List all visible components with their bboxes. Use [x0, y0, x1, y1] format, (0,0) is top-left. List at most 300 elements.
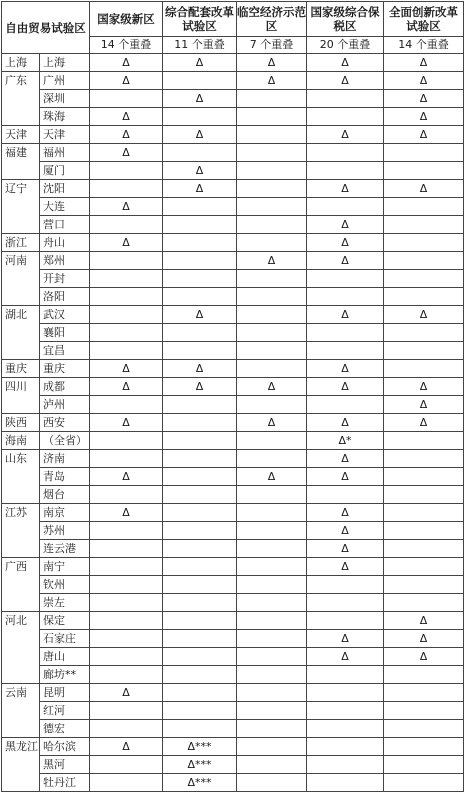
mark-cell-c5: Δ: [384, 108, 464, 126]
city-cell: 牡丹江: [40, 774, 90, 792]
mark-cell-c3: [237, 666, 307, 684]
mark-cell-c2: [163, 504, 237, 522]
city-cell: 连云港: [40, 540, 90, 558]
mark-cell-c1: [90, 90, 163, 108]
table-row: [2, 558, 464, 576]
mark-cell-c1: [90, 270, 163, 288]
header-airport-economy-zone: 临空经济示范区: [237, 2, 307, 37]
province-cell: 广西: [2, 558, 40, 612]
mark-cell-c3: [237, 648, 307, 666]
city-cell: 郑州: [40, 252, 90, 270]
header-bonded-zone: 国家级综合保税区: [307, 2, 384, 37]
mark-cell-c2: [163, 342, 237, 360]
table-row: [2, 162, 464, 180]
table-row: [2, 666, 464, 684]
mark-cell-c5: [384, 738, 464, 756]
mark-cell-c2: Δ: [163, 306, 237, 324]
mark-cell-c5: [384, 252, 464, 270]
mark-cell-c2: [163, 216, 237, 234]
mark-cell-c5: [384, 558, 464, 576]
mark-cell-c1: [90, 252, 163, 270]
province-cell: 浙江: [2, 234, 40, 252]
mark-cell-c1: Δ: [90, 504, 163, 522]
table-row: [2, 72, 464, 90]
mark-cell-c1: Δ: [90, 360, 163, 378]
mark-cell-c1: [90, 666, 163, 684]
mark-cell-c1: [90, 720, 163, 738]
city-cell: 天津: [40, 126, 90, 144]
province-cell: 山东: [2, 450, 40, 504]
table-row: [2, 180, 464, 198]
mark-cell-c1: [90, 612, 163, 630]
mark-cell-c1: [90, 486, 163, 504]
city-cell: 钦州: [40, 576, 90, 594]
mark-cell-c3: [237, 288, 307, 306]
header-innovation-reform-zone: 全面创新改革试验区: [384, 2, 464, 37]
mark-cell-c4: Δ: [307, 180, 384, 198]
table-row: [2, 90, 464, 108]
mark-cell-c3: Δ: [237, 414, 307, 432]
mark-cell-c2: Δ: [163, 54, 237, 72]
mark-cell-c3: [237, 360, 307, 378]
city-cell: （全省）: [40, 432, 90, 450]
mark-cell-c1: [90, 648, 163, 666]
mark-cell-c4: Δ: [307, 216, 384, 234]
mark-cell-c3: Δ: [237, 468, 307, 486]
mark-cell-c3: [237, 720, 307, 738]
mark-cell-c2: [163, 432, 237, 450]
city-cell: 昆明: [40, 684, 90, 702]
mark-cell-c5: [384, 324, 464, 342]
table-row: [2, 738, 464, 756]
table-row: [2, 684, 464, 702]
city-cell: 唐山: [40, 648, 90, 666]
mark-cell-c4: Δ: [307, 630, 384, 648]
city-cell: 南京: [40, 504, 90, 522]
table-row: [2, 288, 464, 306]
mark-cell-c3: [237, 216, 307, 234]
table-body: [2, 54, 464, 792]
mark-cell-c2: [163, 666, 237, 684]
mark-cell-c5: [384, 540, 464, 558]
mark-cell-c4: Δ: [307, 378, 384, 396]
city-cell: 舟山: [40, 234, 90, 252]
city-cell: 开封: [40, 270, 90, 288]
table-row: [2, 774, 464, 792]
province-cell: 湖北: [2, 306, 40, 360]
header-national-new-area: 国家级新区: [90, 2, 163, 37]
mark-cell-c5: [384, 504, 464, 522]
mark-cell-c1: Δ: [90, 72, 163, 90]
mark-cell-c2: [163, 270, 237, 288]
mark-cell-c5: Δ: [384, 54, 464, 72]
province-cell: 海南: [2, 432, 40, 450]
mark-cell-c4: [307, 774, 384, 792]
table-row: [2, 504, 464, 522]
mark-cell-c5: [384, 234, 464, 252]
mark-cell-c2: [163, 144, 237, 162]
mark-cell-c5: [384, 522, 464, 540]
mark-cell-c2: Δ: [163, 180, 237, 198]
mark-cell-c3: [237, 270, 307, 288]
header-ftz: 自由贸易试验区: [2, 2, 90, 54]
province-cell: 上海: [2, 54, 40, 72]
mark-cell-c4: [307, 612, 384, 630]
mark-cell-c1: Δ: [90, 468, 163, 486]
table-row: [2, 126, 464, 144]
mark-cell-c3: [237, 612, 307, 630]
mark-cell-c2: [163, 684, 237, 702]
table-row: [2, 324, 464, 342]
province-cell: 重庆: [2, 360, 40, 378]
mark-cell-c3: [237, 234, 307, 252]
city-cell: 红河: [40, 702, 90, 720]
mark-cell-c3: [237, 630, 307, 648]
mark-cell-c4: Δ: [307, 450, 384, 468]
mark-cell-c4: [307, 162, 384, 180]
mark-cell-c3: [237, 486, 307, 504]
mark-cell-c5: [384, 684, 464, 702]
overlap-count-col2: 11 个重叠: [163, 37, 237, 54]
mark-cell-c1: [90, 630, 163, 648]
mark-cell-c5: [384, 432, 464, 450]
province-cell: 云南: [2, 684, 40, 738]
mark-cell-c4: Δ: [307, 558, 384, 576]
city-cell: 大连: [40, 198, 90, 216]
mark-cell-c5: Δ: [384, 396, 464, 414]
mark-cell-c1: [90, 288, 163, 306]
table-row: [2, 648, 464, 666]
mark-cell-c2: Δ: [163, 378, 237, 396]
mark-cell-c4: [307, 108, 384, 126]
mark-cell-c4: Δ: [307, 234, 384, 252]
table-row: [2, 198, 464, 216]
table-row: [2, 576, 464, 594]
mark-cell-c4: [307, 756, 384, 774]
mark-cell-c1: Δ: [90, 738, 163, 756]
city-cell: 保定: [40, 612, 90, 630]
mark-cell-c3: [237, 738, 307, 756]
mark-cell-c4: [307, 288, 384, 306]
mark-cell-c1: [90, 540, 163, 558]
mark-cell-c1: [90, 180, 163, 198]
mark-cell-c5: Δ: [384, 648, 464, 666]
city-cell: 营口: [40, 216, 90, 234]
mark-cell-c2: [163, 612, 237, 630]
city-cell: 烟台: [40, 486, 90, 504]
mark-cell-c4: Δ: [307, 72, 384, 90]
mark-cell-c1: Δ: [90, 684, 163, 702]
mark-cell-c4: Δ*: [307, 432, 384, 450]
mark-cell-c4: Δ: [307, 54, 384, 72]
mark-cell-c4: [307, 90, 384, 108]
mark-cell-c3: [237, 756, 307, 774]
mark-cell-c1: Δ: [90, 378, 163, 396]
mark-cell-c4: Δ: [307, 414, 384, 432]
mark-cell-c1: [90, 558, 163, 576]
mark-cell-c2: [163, 324, 237, 342]
mark-cell-c3: [237, 558, 307, 576]
mark-cell-c5: [384, 576, 464, 594]
table-row: [2, 108, 464, 126]
province-cell: 黑龙江: [2, 738, 40, 792]
table-row: [2, 720, 464, 738]
mark-cell-c2: Δ***: [163, 774, 237, 792]
mark-cell-c2: [163, 414, 237, 432]
mark-cell-c2: [163, 396, 237, 414]
mark-cell-c5: Δ: [384, 414, 464, 432]
mark-cell-c3: [237, 198, 307, 216]
city-cell: 福州: [40, 144, 90, 162]
table-row: [2, 612, 464, 630]
city-cell: 南宁: [40, 558, 90, 576]
mark-cell-c2: Δ: [163, 162, 237, 180]
table-row: [2, 486, 464, 504]
overlap-count-col5: 14 个重叠: [384, 37, 464, 54]
mark-cell-c1: Δ: [90, 198, 163, 216]
province-cell: 江苏: [2, 504, 40, 558]
table-row: [2, 270, 464, 288]
city-cell: 青岛: [40, 468, 90, 486]
mark-cell-c5: [384, 774, 464, 792]
mark-cell-c3: [237, 306, 307, 324]
mark-cell-c1: [90, 306, 163, 324]
city-cell: 深圳: [40, 90, 90, 108]
table-row: [2, 54, 464, 72]
mark-cell-c2: [163, 576, 237, 594]
mark-cell-c4: [307, 486, 384, 504]
mark-cell-c1: [90, 162, 163, 180]
mark-cell-c3: Δ: [237, 378, 307, 396]
mark-cell-c3: [237, 504, 307, 522]
ftz-overlap-table: [1, 1, 464, 792]
mark-cell-c5: [384, 216, 464, 234]
city-cell: 上海: [40, 54, 90, 72]
mark-cell-c1: [90, 756, 163, 774]
mark-cell-c5: Δ: [384, 612, 464, 630]
mark-cell-c5: [384, 720, 464, 738]
mark-cell-c1: Δ: [90, 144, 163, 162]
mark-cell-c5: Δ: [384, 72, 464, 90]
mark-cell-c4: [307, 324, 384, 342]
table-row: [2, 468, 464, 486]
mark-cell-c3: [237, 702, 307, 720]
mark-cell-c4: [307, 720, 384, 738]
mark-cell-c3: [237, 324, 307, 342]
mark-cell-c1: [90, 522, 163, 540]
mark-cell-c3: [237, 126, 307, 144]
mark-cell-c2: [163, 522, 237, 540]
mark-cell-c3: [237, 396, 307, 414]
city-cell: 重庆: [40, 360, 90, 378]
city-cell: 西安: [40, 414, 90, 432]
mark-cell-c3: [237, 576, 307, 594]
mark-cell-c3: [237, 144, 307, 162]
table-row: [2, 756, 464, 774]
mark-cell-c4: Δ: [307, 252, 384, 270]
table-row: [2, 414, 464, 432]
mark-cell-c4: [307, 396, 384, 414]
mark-cell-c2: [163, 252, 237, 270]
mark-cell-c1: [90, 342, 163, 360]
city-cell: 襄阳: [40, 324, 90, 342]
table-row: [2, 540, 464, 558]
mark-cell-c4: [307, 198, 384, 216]
city-cell: 珠海: [40, 108, 90, 126]
mark-cell-c5: [384, 450, 464, 468]
mark-cell-c4: Δ: [307, 126, 384, 144]
table-row: [2, 396, 464, 414]
city-cell: 石家庄: [40, 630, 90, 648]
mark-cell-c2: [163, 234, 237, 252]
table-row: [2, 432, 464, 450]
province-cell: 广东: [2, 72, 40, 126]
overlap-count-col3: 7 个重叠: [237, 37, 307, 54]
city-cell: 济南: [40, 450, 90, 468]
mark-cell-c1: Δ: [90, 126, 163, 144]
mark-cell-c3: [237, 432, 307, 450]
city-cell: 洛阳: [40, 288, 90, 306]
mark-cell-c4: [307, 738, 384, 756]
mark-cell-c2: [163, 468, 237, 486]
mark-cell-c2: [163, 702, 237, 720]
mark-cell-c5: Δ: [384, 306, 464, 324]
mark-cell-c1: [90, 216, 163, 234]
mark-cell-c4: [307, 702, 384, 720]
city-cell: 苏州: [40, 522, 90, 540]
mark-cell-c5: Δ: [384, 126, 464, 144]
mark-cell-c5: [384, 486, 464, 504]
mark-cell-c1: Δ: [90, 54, 163, 72]
mark-cell-c5: [384, 702, 464, 720]
header-comprehensive-reform-zone: 综合配套改革试验区: [163, 2, 237, 37]
city-cell: 成都: [40, 378, 90, 396]
mark-cell-c3: [237, 684, 307, 702]
table-row: [2, 702, 464, 720]
mark-cell-c4: Δ: [307, 522, 384, 540]
mark-cell-c2: Δ: [163, 90, 237, 108]
table-row: [2, 450, 464, 468]
table-row: [2, 234, 464, 252]
mark-cell-c1: [90, 774, 163, 792]
mark-cell-c4: Δ: [307, 504, 384, 522]
table-row: [2, 216, 464, 234]
city-cell: 宜昌: [40, 342, 90, 360]
mark-cell-c3: [237, 108, 307, 126]
city-cell: 廊坊**: [40, 666, 90, 684]
mark-cell-c4: Δ: [307, 468, 384, 486]
mark-cell-c3: [237, 180, 307, 198]
mark-cell-c5: [384, 594, 464, 612]
mark-cell-c3: Δ: [237, 72, 307, 90]
mark-cell-c2: [163, 108, 237, 126]
mark-cell-c1: [90, 450, 163, 468]
mark-cell-c4: Δ: [307, 306, 384, 324]
mark-cell-c5: [384, 666, 464, 684]
mark-cell-c2: [163, 540, 237, 558]
mark-cell-c1: Δ: [90, 234, 163, 252]
mark-cell-c2: [163, 558, 237, 576]
mark-cell-c3: [237, 540, 307, 558]
table-row: [2, 342, 464, 360]
mark-cell-c3: [237, 342, 307, 360]
table-row: [2, 144, 464, 162]
mark-cell-c2: [163, 450, 237, 468]
table-row: [2, 306, 464, 324]
mark-cell-c5: [384, 288, 464, 306]
province-cell: 辽宁: [2, 180, 40, 234]
table-row: [2, 252, 464, 270]
mark-cell-c2: Δ: [163, 360, 237, 378]
mark-cell-c5: [384, 360, 464, 378]
city-cell: 泸州: [40, 396, 90, 414]
mark-cell-c2: [163, 720, 237, 738]
mark-cell-c4: [307, 144, 384, 162]
city-cell: 崇左: [40, 594, 90, 612]
mark-cell-c5: [384, 144, 464, 162]
mark-cell-c5: [384, 468, 464, 486]
mark-cell-c4: Δ: [307, 540, 384, 558]
mark-cell-c2: [163, 72, 237, 90]
mark-cell-c2: Δ***: [163, 756, 237, 774]
mark-cell-c5: [384, 342, 464, 360]
city-cell: 沈阳: [40, 180, 90, 198]
mark-cell-c5: Δ: [384, 630, 464, 648]
mark-cell-c3: [237, 774, 307, 792]
mark-cell-c4: [307, 666, 384, 684]
mark-cell-c4: Δ: [307, 648, 384, 666]
table-row: [2, 594, 464, 612]
mark-cell-c1: [90, 396, 163, 414]
table-row: [2, 360, 464, 378]
mark-cell-c3: [237, 522, 307, 540]
mark-cell-c5: [384, 162, 464, 180]
mark-cell-c2: [163, 630, 237, 648]
mark-cell-c2: [163, 648, 237, 666]
mark-cell-c1: Δ: [90, 108, 163, 126]
mark-cell-c3: Δ: [237, 252, 307, 270]
mark-cell-c4: [307, 342, 384, 360]
mark-cell-c5: [384, 270, 464, 288]
mark-cell-c3: [237, 594, 307, 612]
table-row: [2, 630, 464, 648]
province-cell: 河北: [2, 612, 40, 684]
mark-cell-c2: Δ: [163, 126, 237, 144]
mark-cell-c2: [163, 198, 237, 216]
city-cell: 黑河: [40, 756, 90, 774]
mark-cell-c4: [307, 594, 384, 612]
mark-cell-c1: [90, 576, 163, 594]
mark-cell-c1: [90, 702, 163, 720]
table-row: [2, 522, 464, 540]
city-cell: 哈尔滨: [40, 738, 90, 756]
city-cell: 厦门: [40, 162, 90, 180]
mark-cell-c4: [307, 270, 384, 288]
mark-cell-c4: Δ: [307, 360, 384, 378]
mark-cell-c5: Δ: [384, 90, 464, 108]
province-cell: 河南: [2, 252, 40, 306]
mark-cell-c1: [90, 432, 163, 450]
city-cell: 广州: [40, 72, 90, 90]
mark-cell-c2: Δ***: [163, 738, 237, 756]
province-cell: 福建: [2, 144, 40, 180]
mark-cell-c5: Δ: [384, 180, 464, 198]
province-cell: 陕西: [2, 414, 40, 432]
mark-cell-c3: [237, 162, 307, 180]
mark-cell-c1: Δ: [90, 414, 163, 432]
overlap-count-col4: 20 个重叠: [307, 37, 384, 54]
province-cell: 天津: [2, 126, 40, 144]
